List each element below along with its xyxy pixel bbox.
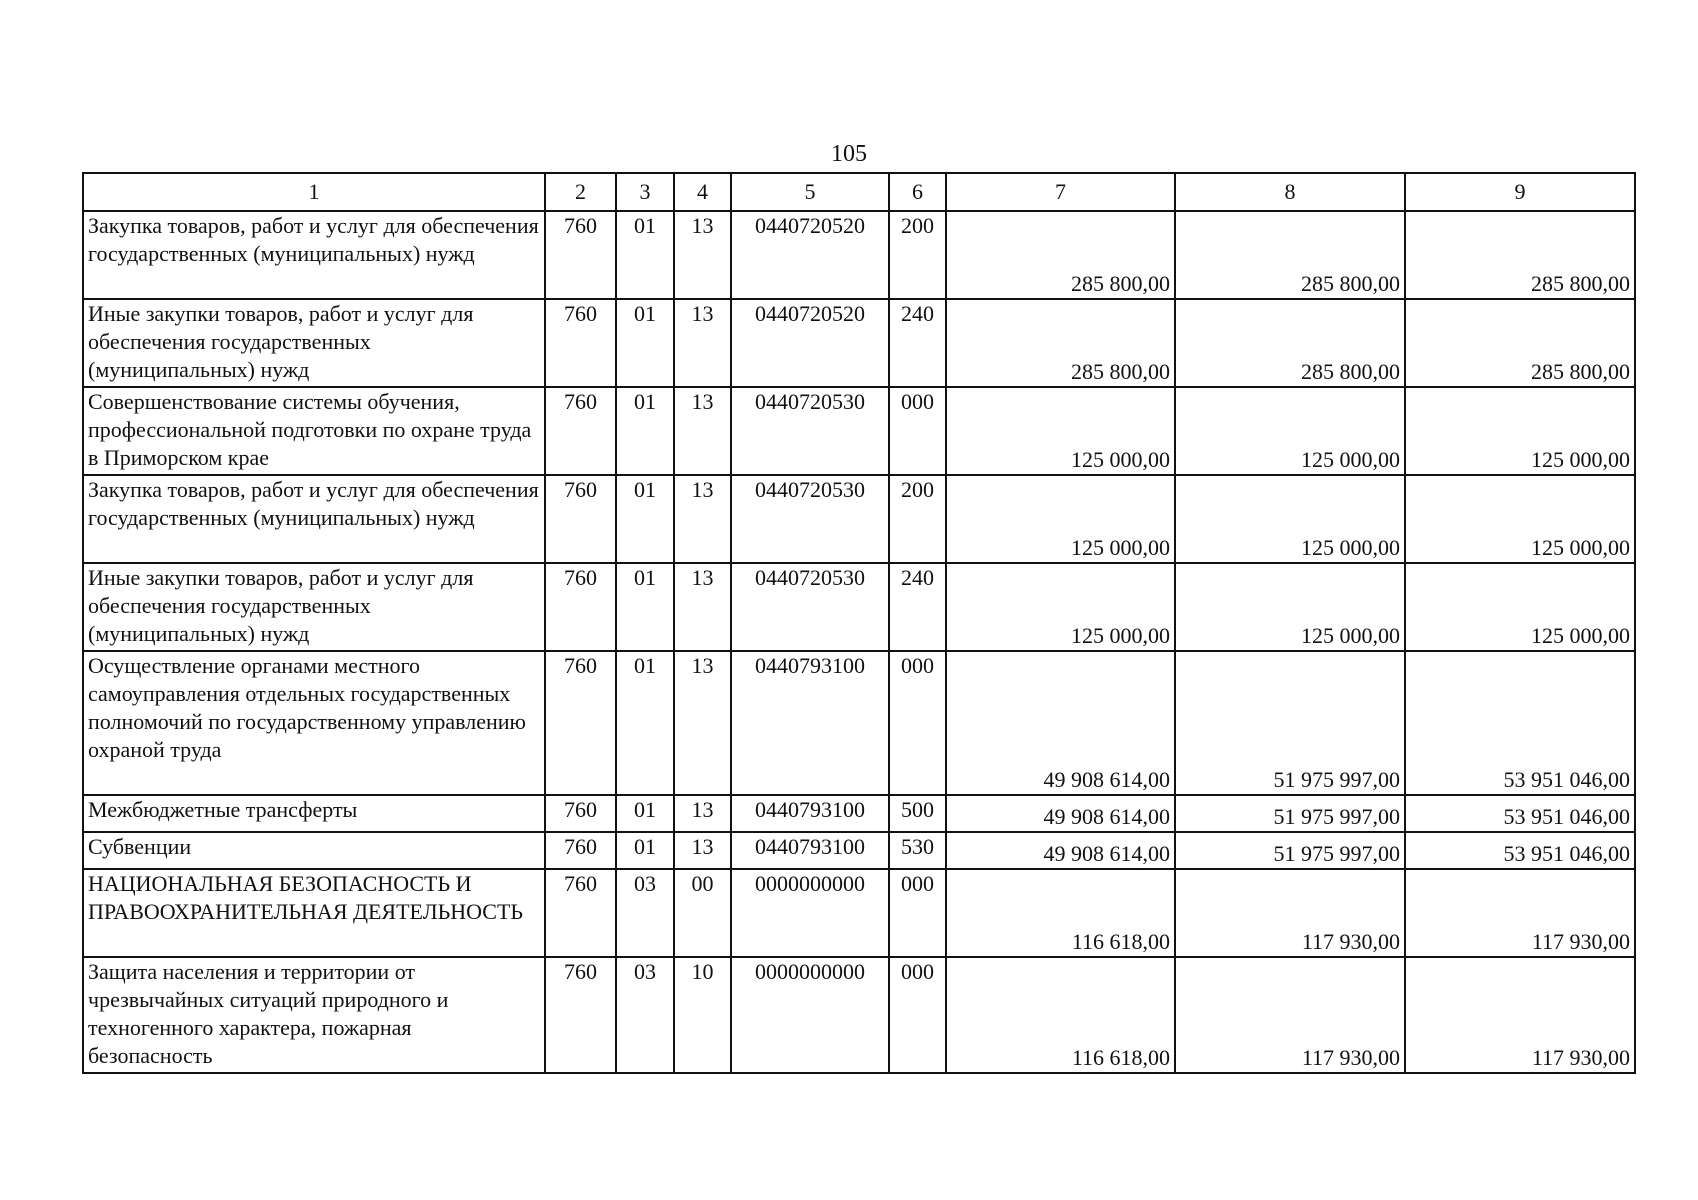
table-row [83, 299, 1635, 387]
ministry-code: 760 [545, 832, 616, 869]
amount-col8: 51 975 997,00 [1175, 651, 1405, 795]
amount-col7: 125 000,00 [946, 387, 1175, 475]
target-article-code: 0440720530 [731, 475, 889, 563]
column-header: 9 [1405, 173, 1635, 211]
table-row [83, 832, 1635, 869]
amount-col9: 125 000,00 [1405, 387, 1635, 475]
amount-col7: 116 618,00 [946, 869, 1175, 957]
amount-col9: 285 800,00 [1405, 211, 1635, 299]
row-name: Защита населения и территории от чрезвычайных ситуаций природного и техногенного характера, пожарная безопасность [83, 957, 545, 1073]
subsection-code: 13 [674, 299, 731, 387]
section-code: 03 [616, 869, 674, 957]
amount-col9: 117 930,00 [1405, 869, 1635, 957]
table-row [83, 563, 1635, 651]
amount-col7: 285 800,00 [946, 211, 1175, 299]
subsection-code: 13 [674, 795, 731, 832]
amount-col8: 285 800,00 [1175, 211, 1405, 299]
ministry-code: 760 [545, 475, 616, 563]
ministry-code: 760 [545, 563, 616, 651]
amount-col7: 285 800,00 [946, 299, 1175, 387]
subsection-code: 13 [674, 475, 731, 563]
row-name: Осуществление органами местного самоуправления отдельных государственных полномочий по государственному управлению охраной труда [83, 651, 545, 795]
row-name: Иные закупки товаров, работ и услуг для обеспечения государственных (муниципальных) нужд [83, 563, 545, 651]
expense-type-code: 200 [889, 475, 946, 563]
target-article-code: 0440720520 [731, 299, 889, 387]
ministry-code: 760 [545, 299, 616, 387]
subsection-code: 13 [674, 563, 731, 651]
section-code: 01 [616, 651, 674, 795]
budget-table [82, 172, 1636, 1074]
row-name: Иные закупки товаров, работ и услуг для обеспечения государственных (муниципальных) нужд [83, 299, 545, 387]
expense-type-code: 000 [889, 957, 946, 1073]
section-code: 01 [616, 795, 674, 832]
ministry-code: 760 [545, 211, 616, 299]
ministry-code: 760 [545, 795, 616, 832]
expense-type-code: 530 [889, 832, 946, 869]
amount-col8: 125 000,00 [1175, 563, 1405, 651]
amount-col9: 125 000,00 [1405, 563, 1635, 651]
section-code: 03 [616, 957, 674, 1073]
table-row [83, 795, 1635, 832]
ministry-code: 760 [545, 957, 616, 1073]
row-name: НАЦИОНАЛЬНАЯ БЕЗОПАСНОСТЬ И ПРАВООХРАНИТЕЛЬНАЯ ДЕЯТЕЛЬНОСТЬ [83, 869, 545, 957]
subsection-code: 00 [674, 869, 731, 957]
target-article-code: 0440720530 [731, 563, 889, 651]
amount-col7: 49 908 614,00 [946, 795, 1175, 832]
row-name: Закупка товаров, работ и услуг для обеспечения государственных (муниципальных) нужд [83, 475, 545, 563]
column-header: 6 [889, 173, 946, 211]
column-header: 4 [674, 173, 731, 211]
table-row [83, 869, 1635, 957]
ministry-code: 760 [545, 651, 616, 795]
expense-type-code: 000 [889, 387, 946, 475]
amount-col8: 125 000,00 [1175, 475, 1405, 563]
ministry-code: 760 [545, 387, 616, 475]
expense-type-code: 200 [889, 211, 946, 299]
target-article-code: 0440793100 [731, 795, 889, 832]
amount-col8: 51 975 997,00 [1175, 795, 1405, 832]
expense-type-code: 240 [889, 563, 946, 651]
column-header: 3 [616, 173, 674, 211]
column-header: 1 [83, 173, 545, 211]
row-name: Совершенствование системы обучения, профессиональной подготовки по охране труда в Приморском крае [83, 387, 545, 475]
table-row [83, 651, 1635, 795]
section-code: 01 [616, 387, 674, 475]
target-article-code: 0000000000 [731, 957, 889, 1073]
amount-col9: 125 000,00 [1405, 475, 1635, 563]
column-header: 7 [946, 173, 1175, 211]
section-code: 01 [616, 832, 674, 869]
target-article-code: 0440720530 [731, 387, 889, 475]
amount-col9: 53 951 046,00 [1405, 832, 1635, 869]
amount-col7: 116 618,00 [946, 957, 1175, 1073]
subsection-code: 13 [674, 832, 731, 869]
amount-col8: 125 000,00 [1175, 387, 1405, 475]
amount-col8: 285 800,00 [1175, 299, 1405, 387]
target-article-code: 0440793100 [731, 651, 889, 795]
subsection-code: 13 [674, 387, 731, 475]
amount-col9: 53 951 046,00 [1405, 795, 1635, 832]
amount-col9: 285 800,00 [1405, 299, 1635, 387]
section-code: 01 [616, 475, 674, 563]
amount-col7: 125 000,00 [946, 563, 1175, 651]
amount-col9: 117 930,00 [1405, 957, 1635, 1073]
row-name: Межбюджетные трансферты [83, 795, 545, 832]
amount-col8: 117 930,00 [1175, 957, 1405, 1073]
column-header: 2 [545, 173, 616, 211]
subsection-code: 13 [674, 211, 731, 299]
amount-col8: 117 930,00 [1175, 869, 1405, 957]
subsection-code: 10 [674, 957, 731, 1073]
section-code: 01 [616, 563, 674, 651]
amount-col8: 51 975 997,00 [1175, 832, 1405, 869]
amount-col7: 49 908 614,00 [946, 832, 1175, 869]
column-header: 8 [1175, 173, 1405, 211]
expense-type-code: 500 [889, 795, 946, 832]
target-article-code: 0440720520 [731, 211, 889, 299]
column-header: 5 [731, 173, 889, 211]
subsection-code: 13 [674, 651, 731, 795]
target-article-code: 0440793100 [731, 832, 889, 869]
expense-type-code: 000 [889, 651, 946, 795]
target-article-code: 0000000000 [731, 869, 889, 957]
table-row [83, 211, 1635, 299]
expense-type-code: 000 [889, 869, 946, 957]
page-number: 105 [831, 141, 867, 167]
section-code: 01 [616, 211, 674, 299]
table-row [83, 475, 1635, 563]
ministry-code: 760 [545, 869, 616, 957]
table-row [83, 387, 1635, 475]
table-row [83, 957, 1635, 1073]
row-name: Субвенции [83, 832, 545, 869]
expense-type-code: 240 [889, 299, 946, 387]
amount-col9: 53 951 046,00 [1405, 651, 1635, 795]
row-name: Закупка товаров, работ и услуг для обеспечения государственных (муниципальных) нужд [83, 211, 545, 299]
amount-col7: 125 000,00 [946, 475, 1175, 563]
section-code: 01 [616, 299, 674, 387]
table-header-row [83, 173, 1635, 211]
amount-col7: 49 908 614,00 [946, 651, 1175, 795]
